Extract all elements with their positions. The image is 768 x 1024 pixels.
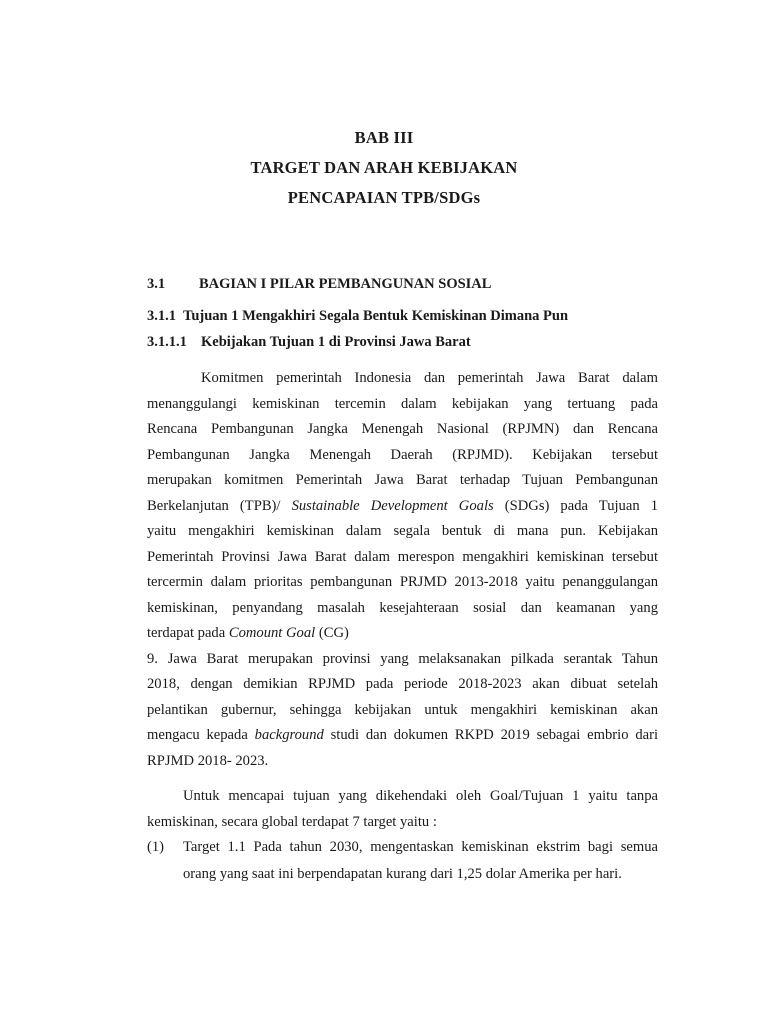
subsection-title: Tujuan 1 Mengakhiri Segala Bentuk Kemiskinan Dimana Pun xyxy=(183,308,569,324)
subsection-number: 3.1.1 xyxy=(147,308,176,324)
paragraph-line: 9. Jawa Barat merupakan provinsi yang melaksanakan pilkada serantak Tahun xyxy=(147,650,658,667)
list-item-line: orang yang saat ini berpendapatan kurang dari 1,25 dolar Amerika per hari. xyxy=(183,866,622,882)
chapter-title-line-1: TARGET DAN ARAH KEBIJAKAN xyxy=(250,158,518,177)
line-text: (CG) xyxy=(315,625,349,641)
paragraph-line: merupakan komitmen Pemerintah Jawa Barat terhadap Tujuan Pembangunan xyxy=(147,472,658,488)
paragraph-line: Komitmen pemerintah Indonesia dan pemerintah Jawa Barat dalam xyxy=(201,370,658,386)
paragraph-line: kemiskinan, penyandang masalah kesejahteraan sosial dan keamanan yang xyxy=(147,599,658,616)
section-title: BAGIAN I PILAR PEMBANGUNAN SOSIAL xyxy=(199,276,492,292)
paragraph-line xyxy=(147,723,658,749)
paragraph-line: pelantikan gubernur, sehingga kebijakan untuk mengakhiri kemiskinan akan xyxy=(147,701,658,718)
section-heading xyxy=(147,276,491,293)
subsubsection-number: 3.1.1.1 xyxy=(147,334,187,350)
paragraph-policy xyxy=(147,366,658,774)
list-item-line: Target 1.1 Pada tahun 2030, mengentaskan kemiskinan ekstrim bagi semua xyxy=(183,839,658,855)
line-text: mengacu kepada xyxy=(147,727,255,743)
paragraph-line: Pemerintah Provinsi Jawa Barat dalam merespon mengakhiri kemiskinan tersebut xyxy=(147,548,658,565)
paragraph-line: Untuk mencapai tujuan yang dikehendaki oleh Goal/Tujuan 1 yaitu tanpa xyxy=(183,788,658,804)
subsubsection-title: Kebijakan Tujuan 1 di Provinsi Jawa Barat xyxy=(201,334,471,350)
paragraph-line: Pembangunan Jangka Menengah Daerah (RPJMD). Kebijakan tersebut xyxy=(147,446,658,463)
paragraph-line: kemiskinan, secara global terdapat 7 target yaitu : xyxy=(147,813,437,830)
list-marker: (1) xyxy=(147,839,165,855)
section-number: 3.1 xyxy=(147,276,166,292)
italic-term: Comount Goal xyxy=(228,625,316,641)
list-item-text xyxy=(183,834,658,888)
chapter-title-line-2: PENCAPAIAN TPB/SDGs xyxy=(287,188,481,207)
subsubsection-heading xyxy=(147,334,471,351)
paragraph-line: 2018, dengan demikian RPJMD pada periode 2018-2023 akan dibuat setelah xyxy=(147,676,658,692)
paragraph-line: yaitu mengakhiri kemiskinan dalam segala bentuk di mana pun. Kebijakan xyxy=(147,523,658,539)
italic-term: Sustainable Development Goals xyxy=(291,497,494,514)
target-list-item xyxy=(147,834,658,890)
paragraph-line: tercermin dalam prioritas pembangunan PRJMD 2013-2018 yaitu penanggulangan xyxy=(147,574,658,590)
italic-term: background xyxy=(254,727,324,743)
chapter-number: BAB III xyxy=(354,128,414,147)
paragraph-line: menanggulangi kemiskinan tercemin dalam kebijakan yang tertuang pada xyxy=(147,395,658,412)
line-text: (SDGs) pada Tujuan 1 xyxy=(493,497,658,514)
line-text: studi dan dokumen RKPD 2019 sebagai embrio dari xyxy=(323,727,658,743)
paragraph-line xyxy=(147,494,658,520)
paragraph-line: RPJMD 2018- 2023. xyxy=(147,752,269,769)
paragraph-line xyxy=(147,621,658,647)
paragraph-targets-intro xyxy=(147,784,658,835)
paragraph-line: Rencana Pembangunan Jangka Menengah Nasional (RPJMN) dan Rencana xyxy=(147,421,658,437)
line-text: Berkelanjutan (TPB)/ xyxy=(147,497,292,514)
subsection-heading xyxy=(147,308,568,325)
line-text: terdapat pada xyxy=(147,625,229,641)
